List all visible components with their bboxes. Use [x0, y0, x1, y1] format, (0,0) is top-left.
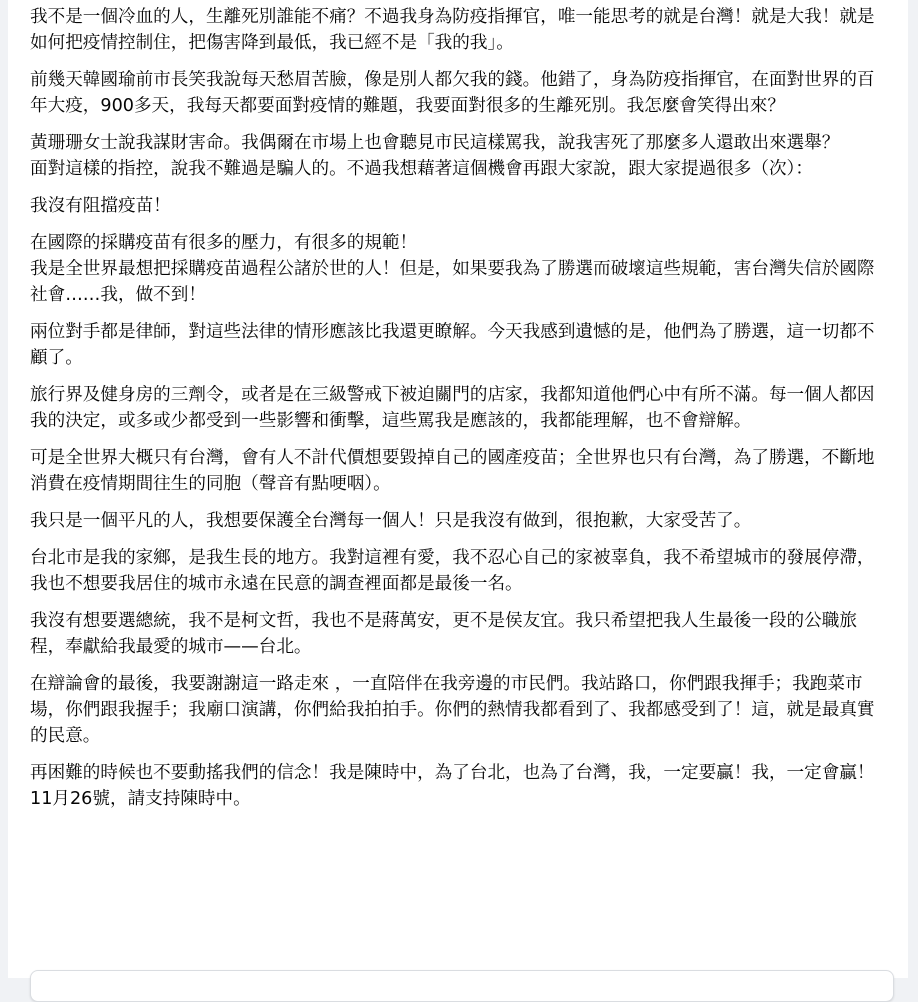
post-paragraph-6: 兩位對手都是律師，對這些法律的情形應該比我還更瞭解。今天我感到遺憾的是，他們為了勝選，這一切都不顧了。 [30, 322, 875, 368]
post-paragraph-4: 我沒有阻擋疫苗！ [30, 196, 171, 216]
post-paragraph-1: 我不是一個冷血的人，生離死別誰能不痛？不過我身為防疫指揮官，唯一能思考的就是台灣！就是大我！就是如何把疫情控制住，把傷害降到最低，我已經不是「我的我」。 [30, 7, 875, 53]
next-embedded-card[interactable] [30, 970, 894, 1002]
post-paragraph-11: 我沒有想要選總統，我不是柯文哲，我也不是蔣萬安，更不是侯友宜。我只希望把我人生最後一段的公職旅程，奉獻給我最愛的城市——台北。 [30, 611, 857, 657]
post-paragraph-12: 在辯論會的最後，我要謝謝這一路走來 ，一直陪伴在我旁邊的市民們。我站路口，你們跟我揮手；我跑菜市場，你們跟我握手；我廟口演講，你們給我拍拍手。你們的熱情我都看到了、我都感受到了！這，就是最真實的民意。 [30, 674, 875, 746]
post-paragraph-13: 再困難的時候也不要動搖我們的信念！我是陳時中，為了台北，也為了台灣，我，一定要贏！我，一定會贏！ 11月26號，請支持陳時中。 [30, 763, 875, 809]
post-paragraph-3: 黃珊珊女士說我謀財害命。我偶爾在市場上也會聽見市民這樣罵我，說我害死了那麼多人還敢出來選舉？ 面對這樣的指控，說我不難過是騙人的。不過我想藉著這個機會再跟大家說，跟大家提過很多（次）： [30, 133, 840, 179]
post-card [8, 0, 908, 978]
post-paragraph-10: 台北市是我的家鄉，是我生長的地方。我對這裡有愛，我不忍心自己的家被辜負，我不希望城市的發展停滯，我也不想要我居住的城市永遠在民意的調查裡面都是最後一名。 [30, 548, 875, 594]
post-body [30, 4, 886, 812]
post-paragraph-7: 旅行界及健身房的三劑令，或者是在三級警戒下被迫關門的店家，我都知道他們心中有所不滿。每一個人都因我的決定，或多或少都受到一些影響和衝擊，這些罵我是應該的，我都能理解，也不會辯解。 [30, 385, 875, 431]
post-paragraph-5: 在國際的採購疫苗有很多的壓力，有很多的規範！ 我是全世界最想把採購疫苗過程公諸於世的人！但是，如果要我為了勝選而破壞這些規範，害台灣失信於國際社會……我，做不到！ [30, 233, 875, 305]
post-paragraph-8: 可是全世界大概只有台灣，會有人不計代價想要毀掉自己的國產疫苗；全世界也只有台灣，為了勝選，不斷地消費在疫情期間往生的同胞（聲音有點哽咽）。 [30, 448, 875, 494]
post-paragraph-9: 我只是一個平凡的人，我想要保護全台灣每一個人！只是我沒有做到，很抱歉，大家受苦了。 [30, 511, 752, 531]
post-paragraph-2: 前幾天韓國瑜前市長笑我說每天愁眉苦臉，像是別人都欠我的錢。他錯了，身為防疫指揮官，在面對世界的百年大疫，900多天，我每天都要面對疫情的難題，我要面對很多的生離死別。我怎麼會笑得出來？ [30, 70, 875, 116]
